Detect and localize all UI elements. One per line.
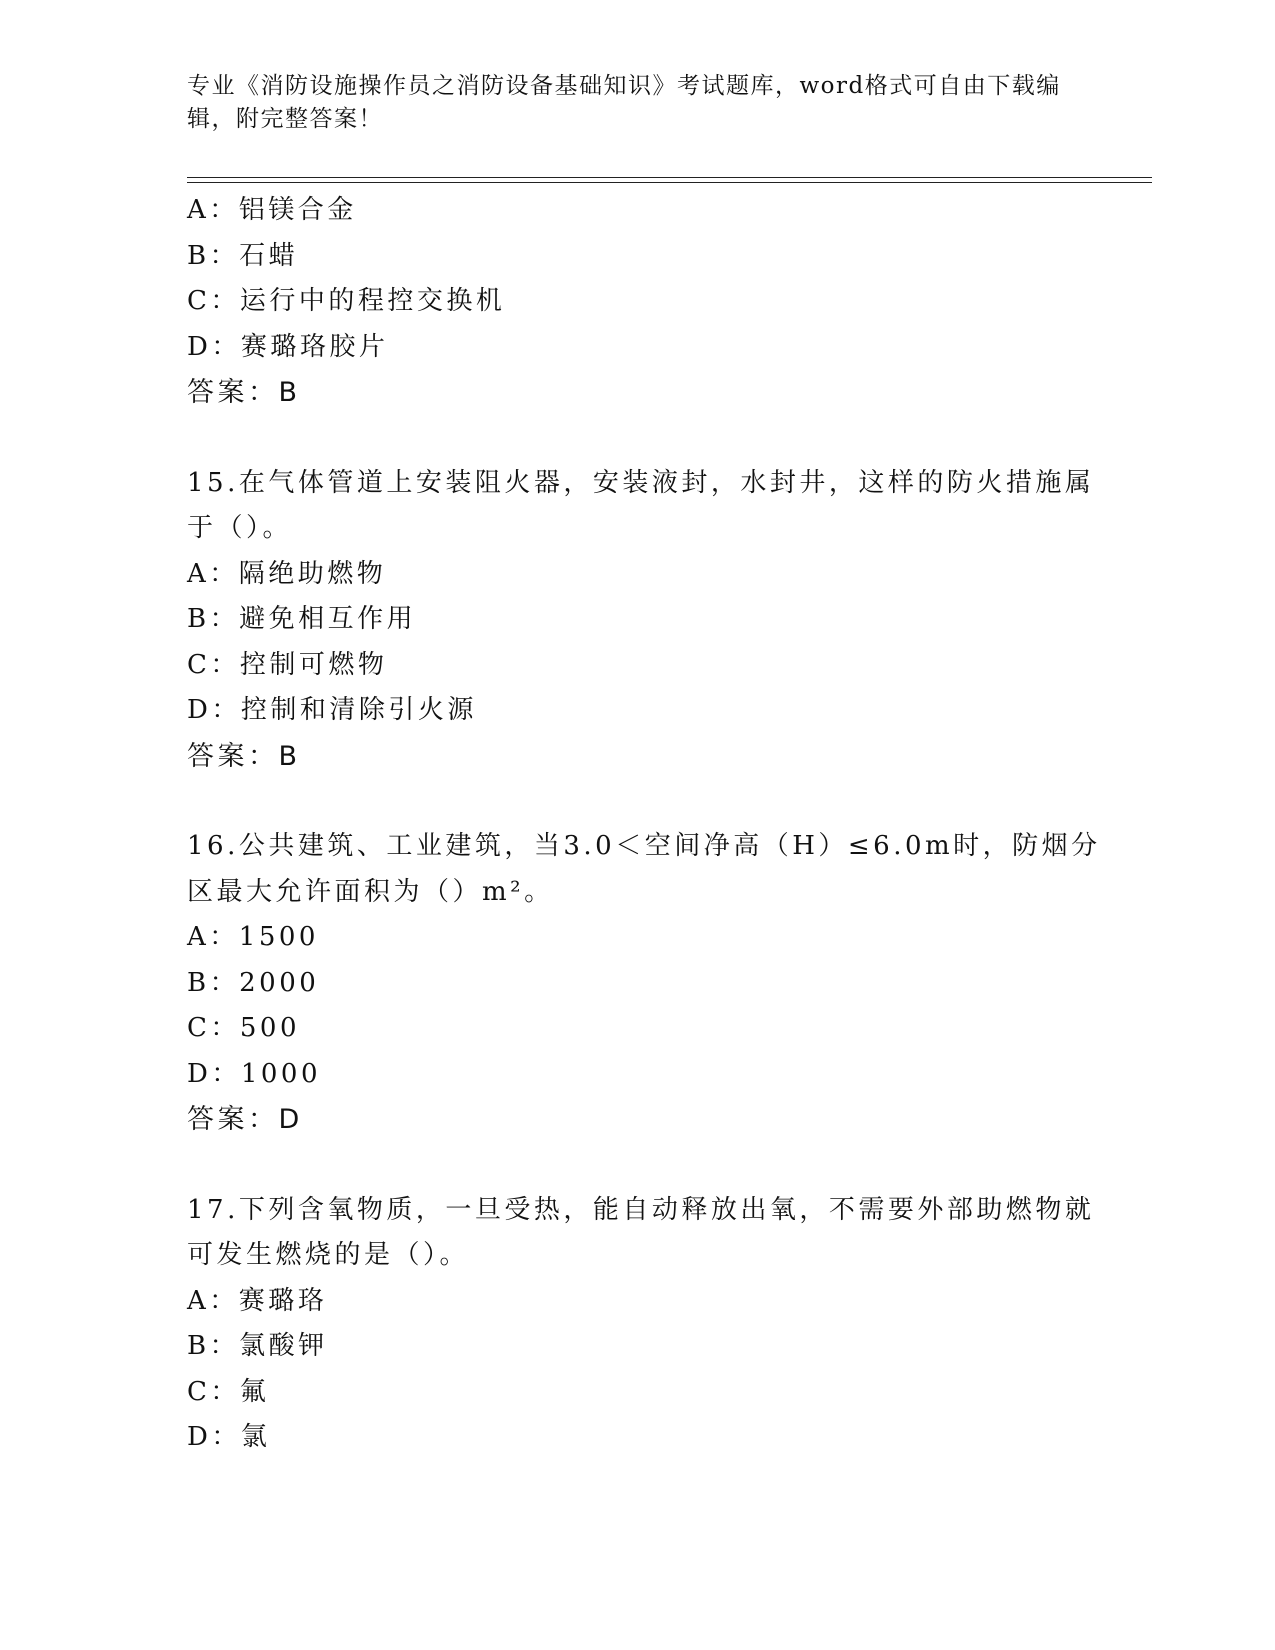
option-c: C：500 (187, 1013, 301, 1043)
option-b: B：氯酸钾 (187, 1331, 328, 1361)
option-a: A：赛璐珞 (187, 1285, 328, 1316)
question-14-continued (187, 188, 1087, 416)
question-stem: 于（）。 (187, 513, 293, 543)
question-15 (187, 461, 1095, 780)
option-c: C：氟 (187, 1376, 270, 1407)
header-divider-bottom (187, 182, 1152, 183)
option-c: C：控制可燃物 (187, 649, 388, 680)
answer: 答案：B (187, 377, 301, 408)
option-d: D：控制和清除引火源 (187, 695, 477, 725)
question-stem: 15.在气体管道上安装阻火器，安装液封，水封井，这样的防火措施属 (187, 467, 1095, 498)
question-stem: 16.公共建筑、工业建筑，当3.0＜空间净高（H）≤6.0m时，防烟分 (187, 831, 1101, 861)
option-a: A：铝镁合金 (187, 195, 357, 225)
question-stem: 区最大允许面积为（）m²。 (187, 876, 554, 907)
option-b: B：避免相互作用 (187, 604, 417, 634)
option-a: A：隔绝助燃物 (187, 558, 387, 589)
option-b: B：2000 (187, 967, 320, 998)
option-d: D：氯 (187, 1422, 271, 1452)
option-d: D：赛璐珞胶片 (187, 331, 389, 362)
question-stem: 17.下列含氧物质，一旦受热，能自动释放出氧，不需要外部助燃物就 (187, 1194, 1095, 1225)
header-divider-top (187, 177, 1152, 178)
answer: 答案：D (187, 1104, 303, 1135)
option-b: B：石蜡 (187, 240, 299, 271)
option-a: A：1500 (187, 922, 319, 952)
answer: 答案：B (187, 740, 301, 772)
option-d: D：1000 (187, 1058, 322, 1089)
question-17 (187, 1188, 1095, 1461)
question-list (187, 188, 1101, 1461)
option-c: C：运行中的程控交换机 (187, 286, 506, 316)
question-16 (187, 824, 1101, 1143)
document-header: 专业《消防设施操作员之消防设备基础知识》考试题库，word格式可自由下载编辑，附完整答案！ (187, 73, 1061, 132)
question-stem: 可发生燃烧的是（）。 (187, 1240, 470, 1270)
